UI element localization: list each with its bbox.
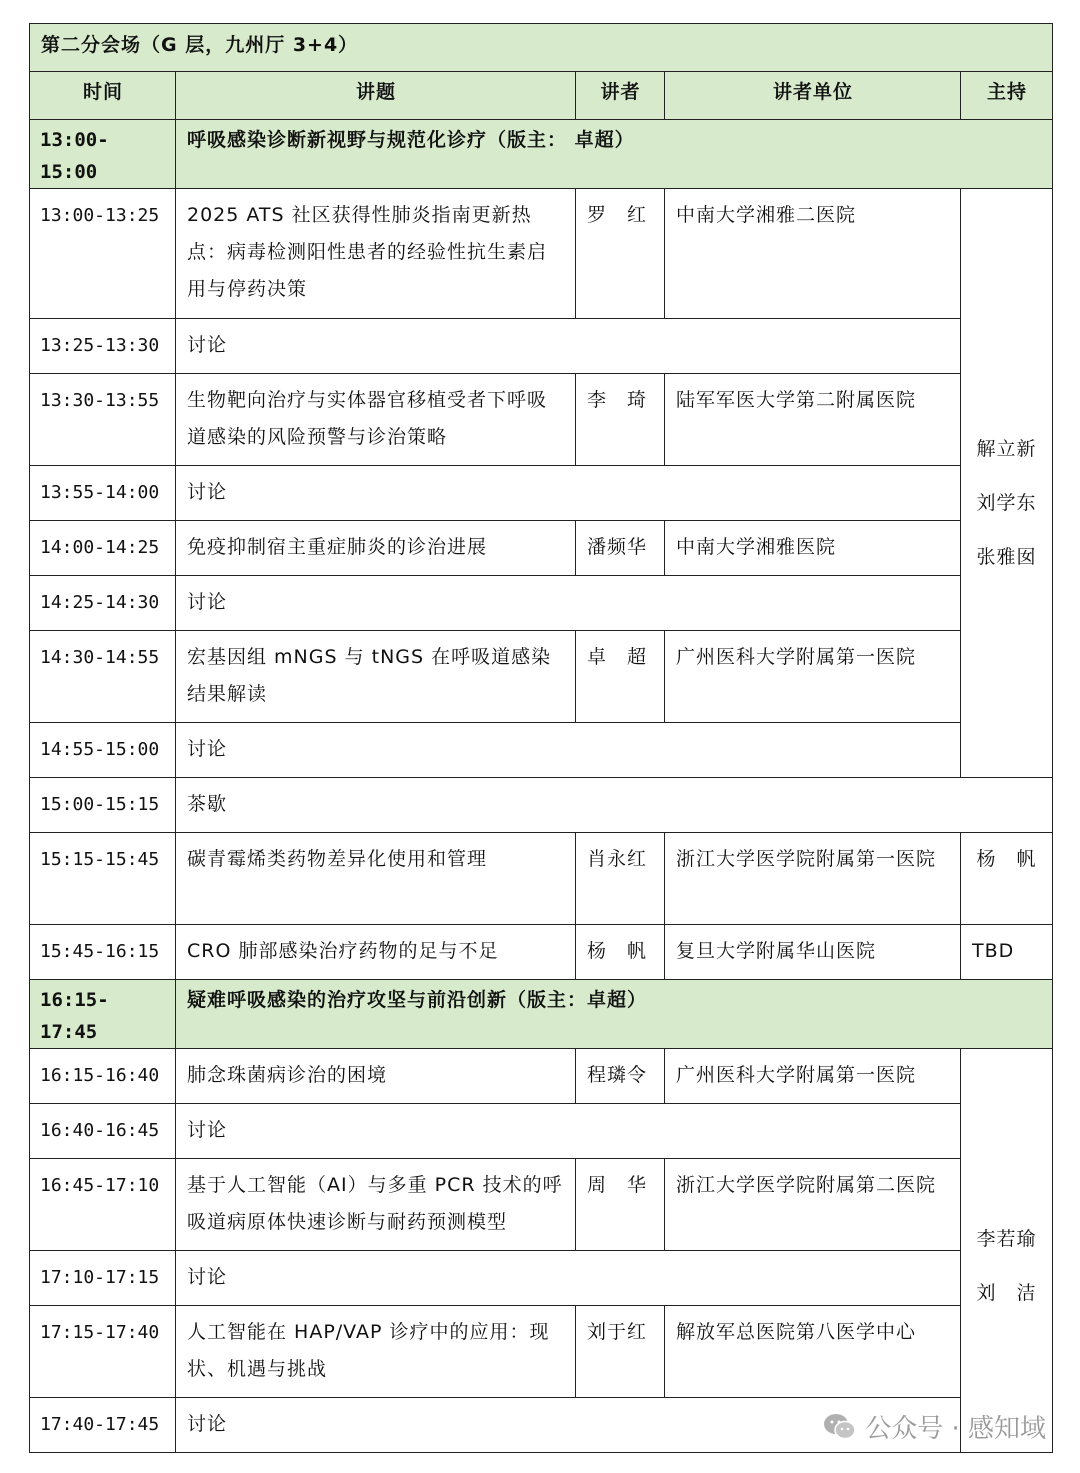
- row-time: 16:45-17:10: [30, 1159, 176, 1251]
- session-time: 16:15-17:45: [30, 980, 176, 1049]
- host-name: 李若瑜: [976, 1227, 1037, 1250]
- table-row: [30, 576, 1053, 631]
- table-row: [30, 631, 1053, 723]
- row-topic: 碳青霉烯类药物差异化使用和管理: [176, 833, 576, 925]
- row-topic: 讨论: [176, 1104, 961, 1159]
- row-topic: 讨论: [176, 1251, 961, 1306]
- row-topic: 免疫抑制宿主重症肺炎的诊治进展: [176, 521, 576, 576]
- table-row: [30, 1251, 1053, 1306]
- row-topic: 讨论: [176, 319, 961, 374]
- watermark: [823, 1408, 1046, 1445]
- row-topic: 宏基因组 mNGS 与 tNGS 在呼吸道感染结果解读: [176, 631, 576, 723]
- row-topic: 2025 ATS 社区获得性肺炎指南更新热点：病毒检测阳性患者的经验性抗生素启用与停药决策: [176, 189, 576, 319]
- table-row: [30, 189, 1053, 319]
- table-row: [30, 833, 1053, 925]
- host-name: 刘学东: [976, 492, 1037, 514]
- row-unit: 解放军总医院第八医学中心: [665, 1306, 961, 1398]
- row-unit: 复旦大学附属华山医院: [665, 925, 961, 980]
- row-speaker: 肖永红: [576, 833, 665, 925]
- row-time: 14:25-14:30: [30, 576, 176, 631]
- row-host: 杨 帆: [961, 833, 1053, 925]
- row-topic: 肺念珠菌病诊治的困境: [176, 1049, 576, 1104]
- row-topic: 茶歇: [176, 778, 1053, 833]
- row-time: 14:30-14:55: [30, 631, 176, 723]
- row-speaker: 周 华: [576, 1159, 665, 1251]
- row-speaker: 卓 超: [576, 631, 665, 723]
- table-row: [30, 925, 1053, 980]
- session-row: [30, 980, 1053, 1049]
- table-row: [30, 374, 1053, 466]
- venue-title-row: [30, 24, 1053, 72]
- row-time: 17:15-17:40: [30, 1306, 176, 1398]
- table-row: [30, 466, 1053, 521]
- row-time: 13:30-13:55: [30, 374, 176, 466]
- row-topic: 讨论: [176, 723, 961, 778]
- row-topic: 讨论: [176, 1398, 961, 1453]
- row-unit: 中南大学湘雅医院: [665, 521, 961, 576]
- host-name: 张雅囡: [976, 546, 1037, 568]
- row-time: 14:55-15:00: [30, 723, 176, 778]
- row-topic: 人工智能在 HAP/VAP 诊疗中的应用：现状、机遇与挑战: [176, 1306, 576, 1398]
- row-unit: 广州医科大学附属第一医院: [665, 631, 961, 723]
- header-time: 时间: [30, 72, 176, 120]
- row-unit: 陆军军医大学第二附属医院: [665, 374, 961, 466]
- row-speaker: 程璘令: [576, 1049, 665, 1104]
- row-time: 15:00-15:15: [30, 778, 176, 833]
- row-time: 17:40-17:45: [30, 1398, 176, 1453]
- table-row: [30, 1306, 1053, 1398]
- wechat-icon: [823, 1413, 857, 1441]
- row-topic: 讨论: [176, 576, 961, 631]
- row-time: 13:55-14:00: [30, 466, 176, 521]
- row-time: 15:45-16:15: [30, 925, 176, 980]
- row-topic: 生物靶向治疗与实体器官移植受者下呼吸道感染的风险预警与诊治策略: [176, 374, 576, 466]
- row-speaker: 杨 帆: [576, 925, 665, 980]
- table-row: [30, 778, 1053, 833]
- header-row: [30, 72, 1053, 120]
- host-name: 刘 洁: [976, 1281, 1037, 1304]
- row-topic: 基于人工智能（AI）与多重 PCR 技术的呼吸道病原体快速诊断与耐药预测模型: [176, 1159, 576, 1251]
- row-topic: 讨论: [176, 466, 961, 521]
- row-host: TBD: [961, 925, 1053, 980]
- table-row: [30, 319, 1053, 374]
- row-speaker: 李 琦: [576, 374, 665, 466]
- table-row: [30, 1159, 1053, 1251]
- row-time: 13:25-13:30: [30, 319, 176, 374]
- row-time: 13:00-13:25: [30, 189, 176, 319]
- table-row: [30, 1049, 1053, 1104]
- row-time: 17:10-17:15: [30, 1251, 176, 1306]
- row-unit: 浙江大学医学院附属第二医院: [665, 1159, 961, 1251]
- header-unit: 讲者单位: [665, 72, 961, 120]
- table-row: [30, 723, 1053, 778]
- row-time: 16:15-16:40: [30, 1049, 176, 1104]
- agenda-table: [29, 23, 1053, 1453]
- host-name: 解立新: [976, 438, 1037, 460]
- header-topic: 讲题: [176, 72, 576, 120]
- row-speaker: 罗 红: [576, 189, 665, 319]
- header-speaker: 讲者: [576, 72, 665, 120]
- row-time: 14:00-14:25: [30, 521, 176, 576]
- table-row: [30, 1104, 1053, 1159]
- row-time: 16:40-16:45: [30, 1104, 176, 1159]
- row-time: 15:15-15:45: [30, 833, 176, 925]
- session-time: 13:00-15:00: [30, 120, 176, 189]
- row-speaker: 潘频华: [576, 521, 665, 576]
- row-unit: 中南大学湘雅二医院: [665, 189, 961, 319]
- row-speaker: 刘于红: [576, 1306, 665, 1398]
- row-topic: CRO 肺部感染治疗药物的足与不足: [176, 925, 576, 980]
- header-host: 主持: [961, 72, 1053, 120]
- venue-title: 第二分会场（G 层，九州厅 3+4）: [30, 24, 1053, 72]
- watermark-text: 公众号 · 感知域: [865, 1414, 1046, 1444]
- host-cell-2: [961, 1049, 1053, 1453]
- table-row: [30, 521, 1053, 576]
- row-unit: 浙江大学医学院附属第一医院: [665, 833, 961, 925]
- session-row: [30, 120, 1053, 189]
- session-title: 呼吸感染诊断新视野与规范化诊疗（版主： 卓超）: [176, 120, 1053, 189]
- row-unit: 广州医科大学附属第一医院: [665, 1049, 961, 1104]
- host-cell-1: [961, 189, 1053, 778]
- session-title: 疑难呼吸感染的治疗攻坚与前沿创新（版主：卓超）: [176, 980, 1053, 1049]
